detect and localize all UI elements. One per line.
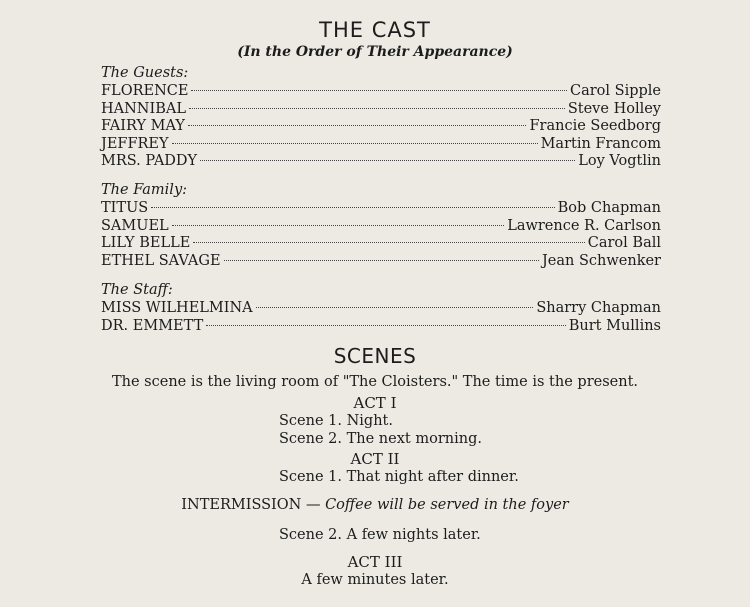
cast-row	[101, 253, 661, 271]
cast-row	[101, 218, 661, 236]
act-1-scene-1: Scene 1. Night.	[279, 413, 393, 429]
cast-group-staff	[101, 280, 661, 335]
cast-row	[101, 318, 661, 336]
cast-row	[101, 101, 661, 119]
role-name: HANNIBAL	[101, 100, 186, 117]
cast-row	[101, 153, 661, 171]
act-2-scene-2: Scene 2. A few nights later.	[279, 527, 481, 543]
leader-dots	[172, 225, 505, 226]
cast-row	[101, 235, 661, 253]
intermission-note: — Coffee will be served in the foyer	[305, 497, 569, 513]
leader-dots	[189, 108, 565, 109]
act-3-label: ACT III	[347, 553, 403, 571]
act-1-label: ACT I	[353, 394, 397, 412]
leader-dots	[256, 307, 534, 308]
actor-name: Jean Schwenker	[541, 252, 661, 269]
role-name: ETHEL SAVAGE	[101, 252, 221, 269]
actor-name: Bob Chapman	[557, 200, 661, 216]
leader-dots	[200, 160, 575, 161]
cast-row	[101, 200, 661, 218]
cast-group-guests	[101, 63, 661, 171]
leader-dots	[151, 207, 554, 208]
role-name: TITUS	[101, 200, 149, 216]
cast-row	[101, 83, 661, 101]
role-name: FLORENCE	[101, 83, 189, 99]
act-1-scene-2: Scene 2. The next morning.	[279, 431, 482, 447]
role-name: MISS WILHELMINA	[101, 300, 253, 316]
act-2-label: ACT II	[350, 450, 400, 468]
cast-row	[101, 136, 661, 154]
leader-dots	[193, 242, 584, 243]
leader-dots	[224, 260, 539, 261]
actor-name: Carol Sipple	[569, 83, 661, 99]
role-name: SAMUEL	[101, 217, 169, 234]
actor-name: Loy Vogtlin	[578, 153, 661, 169]
group-heading: The Family:	[101, 182, 188, 198]
act-3-scene: A few minutes later.	[301, 572, 449, 588]
group-heading: The Staff:	[101, 282, 173, 298]
leader-dots	[206, 325, 566, 326]
cast-row	[101, 300, 661, 318]
cast-row	[101, 118, 661, 136]
role-name: JEFFREY	[101, 135, 169, 152]
intermission-line	[0, 497, 750, 513]
role-name: LILY BELLE	[101, 235, 191, 251]
actor-name: Francie Seedborg	[529, 118, 661, 134]
actor-name: Sharry Chapman	[536, 300, 661, 316]
intermission-label: INTERMISSION	[181, 497, 302, 513]
leader-dots	[191, 90, 567, 91]
cast-title: THE CAST	[319, 18, 431, 42]
actor-name: Carol Ball	[587, 235, 661, 251]
role-name: MRS. PADDY	[101, 153, 198, 169]
scene-setting: The scene is the living room of "The Cloisters." The time is the present.	[111, 374, 639, 390]
scenes-title: SCENES	[333, 344, 417, 368]
actor-name: Steve Holley	[567, 100, 661, 117]
cast-group-family	[101, 180, 661, 270]
role-name: FAIRY MAY	[101, 118, 185, 134]
leader-dots	[188, 125, 527, 126]
group-heading: The Guests:	[101, 65, 189, 81]
leader-dots	[172, 143, 538, 144]
actor-name: Burt Mullins	[568, 317, 661, 334]
actor-name: Lawrence R. Carlson	[507, 217, 661, 234]
cast-subtitle: (In the Order of Their Appearance)	[237, 44, 513, 60]
role-name: DR. EMMETT	[101, 317, 204, 334]
act-2-scene-1: Scene 1. That night after dinner.	[279, 469, 519, 485]
actor-name: Martin Francom	[540, 135, 661, 152]
